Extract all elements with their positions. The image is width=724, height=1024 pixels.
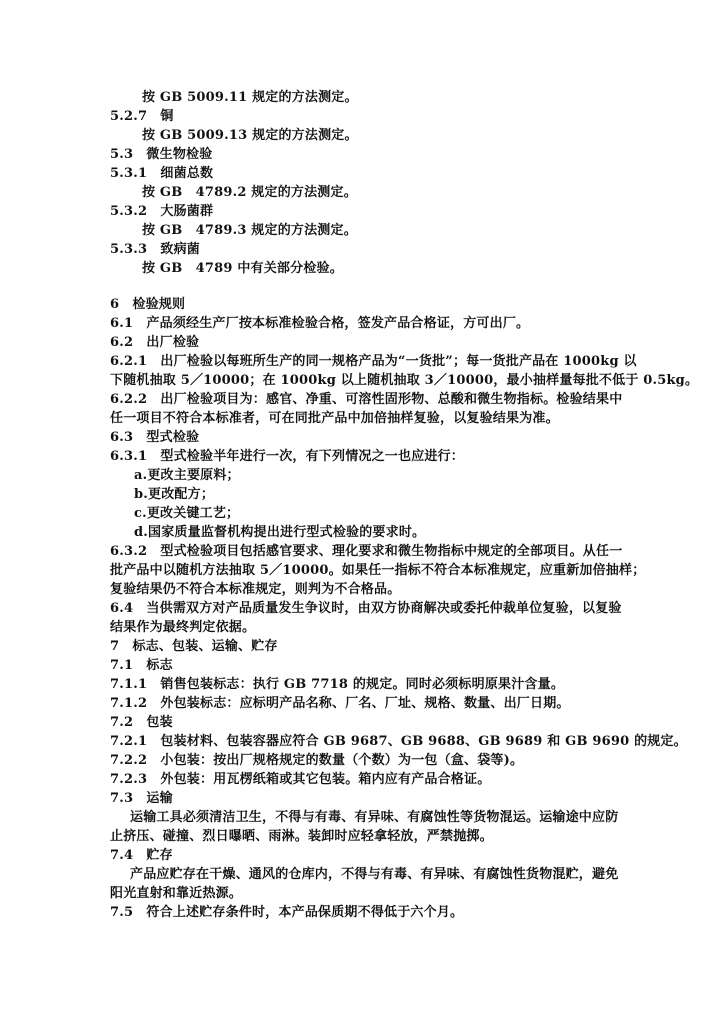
list-item: c.更改关键工艺；: [134, 506, 240, 521]
text-line: 6.1 产品须经生产厂按本标准检验合格，签发产品合格证，方可出厂。: [110, 316, 530, 331]
text-line: 按 GB 5009.13 规定的方法测定。: [142, 128, 358, 143]
text-line: 按 GB 5009.11 规定的方法测定。: [142, 90, 358, 105]
text-line: 产品应贮存在干燥、通风的仓库内，不得与有毒、有异味、有腐蚀性货物混贮，避免: [130, 867, 619, 882]
text-line: 按 GB 4789.3 规定的方法测定。: [142, 223, 357, 238]
text-line: 6.3.1 型式检验半年进行一次，有下列情况之一也应进行：: [110, 449, 464, 464]
section-heading: 5.3.1 细菌总数: [110, 166, 214, 181]
chapter-heading: 6 检验规则: [110, 297, 186, 312]
text-line: 7.1.1 销售包装标志：执行 GB 7718 的规定。同时必须标明原果汁含量。: [110, 677, 565, 692]
section-heading: 7.3 运输: [110, 791, 173, 806]
section-heading: 5.3 微生物检验: [110, 147, 213, 162]
text-line: 批产品中以随机方法抽取 5／10000。如果任一指标不符合本标准规定，应重新加倍抽样；: [110, 563, 646, 578]
text-line: 7.2.1 包装材料、包装容器应符合 GB 9687、GB 9688、GB 9689 和 GB 9690 的规定。: [110, 734, 687, 749]
chapter-heading: 7 标志、包装、运输、贮存: [110, 639, 278, 654]
section-heading: 7.1 标志: [110, 658, 173, 673]
text-line: 复验结果仍不符合本标准规定，则判为不合格品。: [110, 582, 401, 597]
list-item: a.更改主要原料；: [134, 468, 240, 483]
list-item: d.国家质量监督机构提出进行型式检验的要求时。: [134, 525, 426, 540]
text-line: 6.4 当供需双方对产品质量发生争议时，由双方协商解决或委托仲裁单位复验，以复验: [110, 601, 622, 616]
section-heading: 7.2 包装: [110, 715, 173, 730]
section-heading: 6.3 型式检验: [110, 430, 200, 445]
text-line: 按 GB 4789.2 规定的方法测定。: [142, 185, 357, 200]
text-line: 6.2.2 出厂检验项目为：感官、净重、可溶性固形物、总酸和微生物指标。检验结果中: [110, 392, 623, 407]
text-line: 下随机抽取 5／10000；在 1000kg 以上随机抽取 3／10000，最小抽样量每批不低于 0.5kg。: [110, 373, 699, 388]
section-heading: 5.3.2 大肠菌群: [110, 204, 214, 219]
text-line: 结果作为最终判定依据。: [110, 620, 256, 635]
text-line: 7.5 符合上述贮存条件时，本产品保质期不得低于六个月。: [110, 905, 464, 920]
text-line: 按 GB 4789 中有关部分检验。: [142, 261, 343, 276]
section-heading: 5.2.7 铜: [110, 109, 174, 124]
text-line: 7.2.2 小包装：按出厂规格规定的数量（个数）为一包（盒、袋等)。: [110, 753, 524, 768]
text-line: 6.3.2 型式检验项目包括感官要求、理化要求和微生物指标中规定的全部项目。从任一: [110, 544, 623, 559]
text-line: 任一项目不符合本标准者，可在同批产品中加倍抽样复验，以复验结果为准。: [110, 411, 559, 426]
text-line: 7.1.2 外包装标志：应标明产品名称、厂名、厂址、规格、数量、出厂日期。: [110, 696, 570, 711]
section-heading: 5.3.3 致病菌: [110, 242, 200, 257]
list-item: b.更改配方；: [134, 487, 215, 502]
text-line: 止挤压、碰撞、烈日曝晒、雨淋。装卸时应轻拿轻放，严禁抛掷。: [110, 829, 493, 844]
text-line: 7.2.3 外包装：用瓦楞纸箱或其它包装。箱内应有产品合格证。: [110, 772, 491, 787]
section-heading: 7.4 贮存: [110, 848, 173, 863]
text-line: 运输工具必须清洁卫生，不得与有毒、有异味、有腐蚀性等货物混运。运输途中应防: [130, 810, 619, 825]
text-line: 阳光直射和靠近热源。: [110, 886, 243, 901]
text-line: 6.2.1 出厂检验以每班所生产的同一规格产品为“一货批”；每一货批产品在 1000kg 以: [110, 354, 637, 369]
section-heading: 6.2 出厂检验: [110, 335, 200, 350]
